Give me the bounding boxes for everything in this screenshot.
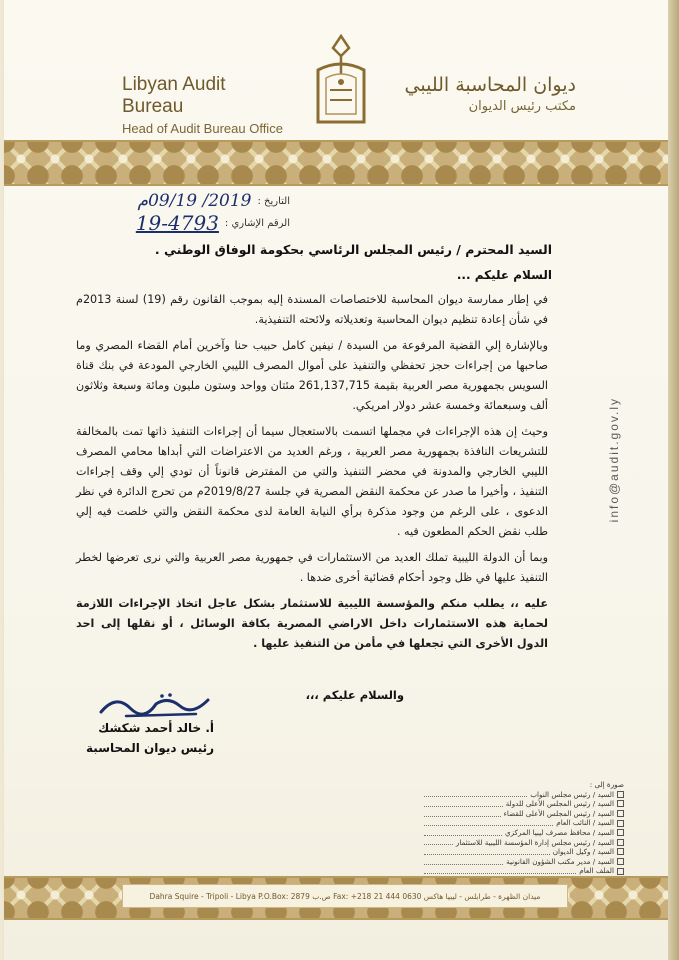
checkbox-icon	[617, 791, 624, 798]
signer-block	[64, 718, 214, 758]
date-label: التاريخ :	[257, 195, 290, 207]
date-row	[84, 190, 290, 212]
paragraph-4: وبما أن الدولة الليبية تملك العديد من الاستثمارات في جمهورية مصر العربية والتي نرى تعرضها لخطر التنفيذ عليها في ظل وجود أحكام قضائية أخرى ضدها .	[76, 551, 548, 584]
paragraph-1: في إطار ممارسة ديوان المحاسبة للاختصاصات المسندة إليه بموجب القانون رقم (19) لسنة 2013م في شأن إعادة تنظيم ديوان المحاسبة وتعديلاته ولائحته التنفيذية.	[76, 293, 548, 326]
handwritten-signature	[96, 690, 216, 720]
checkbox-icon	[617, 858, 624, 865]
audit-bureau-logo	[298, 30, 384, 126]
paragraph-5: عليه ،، يطلب منكم والمؤسسة الليبية للاستثمار بشكل عاجل اتخاذ الإجراءات اللازمة لحماية هذه الاستثمارات داخل الاراضي المصرية بكافة الوسائل ، أو نقلها إلى احد الدول الأخرى التي تجعلها في مأمن من التنفيذ عليها .	[76, 597, 548, 650]
ref-label: الرقم الإشاري :	[224, 217, 290, 229]
checkbox-icon	[617, 829, 624, 836]
side-email	[604, 300, 624, 620]
checkbox-icon	[617, 848, 624, 855]
copies-item: السيد / وكيل الديوان	[424, 847, 624, 857]
side-email-text: info@audit.gov.ly	[607, 397, 621, 523]
copies-item: السيد / رئيس مجلس إدارة المؤسسة الليبية للاستثمار	[424, 838, 624, 848]
checkbox-icon	[617, 820, 624, 827]
copies-item: الملف العام	[424, 866, 624, 876]
date-value: 2019/ 09/19م	[137, 191, 252, 211]
copies-item: السيد / مدير مكتب الشؤون القانونية	[424, 857, 624, 867]
copies-item: السيد / محافظ مصرف ليبيا المركزي	[424, 828, 624, 838]
copies-item: السيد / رئيس المجلس الأعلى للقضاء	[424, 809, 624, 819]
closing-salutation: والسلام عليكم ،،،	[305, 688, 404, 702]
org-name-english	[122, 74, 292, 136]
org-name-arabic	[390, 74, 576, 114]
copies-item: السيد / رئيس مجلس النواب	[424, 790, 624, 800]
office-title-en: Head of Audit Bureau Office	[122, 121, 283, 136]
signer-name: أ. خالد أحمد شكشك	[98, 721, 214, 735]
footer-address: Dahra Squire - Tripoli - Libya P.O.Box: 2879 ص.ب Fax: +218 21 444 0630 ميدان الظهرة - طرابلس - ليبيا هاكس	[149, 891, 541, 901]
header-ornament-band	[4, 140, 668, 186]
copies-item: السيد / رئيس المجلس الأعلى للدولة	[424, 799, 624, 809]
greeting: السلام عليكم ...	[456, 268, 552, 282]
letter-body	[76, 290, 548, 660]
page-edge	[668, 0, 679, 960]
org-title-ar: ديوان المحاسبة الليبي	[404, 74, 576, 96]
ref-value: 19-4793	[135, 211, 219, 235]
footer-address-strip	[122, 884, 568, 908]
office-title-ar: مكتب رئيس الديوان	[468, 99, 576, 114]
org-title-en: Libyan Audit Bureau	[122, 74, 226, 117]
signer-title: رئيس ديوان المحاسبة	[86, 741, 214, 755]
letter-meta	[84, 190, 290, 234]
ref-row	[84, 212, 290, 234]
paragraph-2: وبالإشارة إلي القضية المرفوعة من السيدة / نيفين كامل حبيب حنا وآخرين أمام القضاء المصري وما صاحبها من إجراءات حجز تحفظي والتنفيذ على أموال المصرف الليبي الخارجي المودعة في بنك قناة السويس بجمهورية مصر العربية بقيمة 261,137,715 مئتان وواحد وستون مليون ومائة وسبعة وثلاثون ألف وسبعمائة وخمسة عشر دولار امريكي.	[76, 339, 548, 412]
addressee: السيد المحترم / رئيس المجلس الرئاسي بحكومة الوفاق الوطني .	[154, 242, 552, 257]
letter-page	[4, 0, 668, 960]
copies-item: السيد / النائب العام	[424, 818, 624, 828]
checkbox-icon	[617, 868, 624, 875]
checkbox-icon	[617, 800, 624, 807]
copies-heading: صورة إلى :	[589, 780, 624, 789]
copies-list	[424, 780, 624, 876]
checkbox-icon	[617, 810, 624, 817]
paragraph-3: وحيث إن هذه الإجراءات في مجملها اتسمت بالاستعجال سيما أن إجراءات التنفيذ ذاتها تمت بالمخالفة للتشريعات النافذة بجمهورية مصر العربية ، ورغم العديد من الاعتراضات التي أبداها محامي المصرف الليبي الخارجي والمدونة في محضر التنفيذ والتي من المفترض قانوناً أن تودي إلي وقف إجراءات التنفيذ ، وأخيرا ما صدر عن محكمة النقض المصرية في جلسة 2019/8/27م من تحرج الدائرة في نظر الدعوى ، على الرغم من وجود مذكرة برأي النيابة العامة لدى محكمة النقض والتي خلصت فيه إلي طلب نقض الحكم المطعون فيه .	[76, 425, 549, 538]
checkbox-icon	[617, 839, 624, 846]
